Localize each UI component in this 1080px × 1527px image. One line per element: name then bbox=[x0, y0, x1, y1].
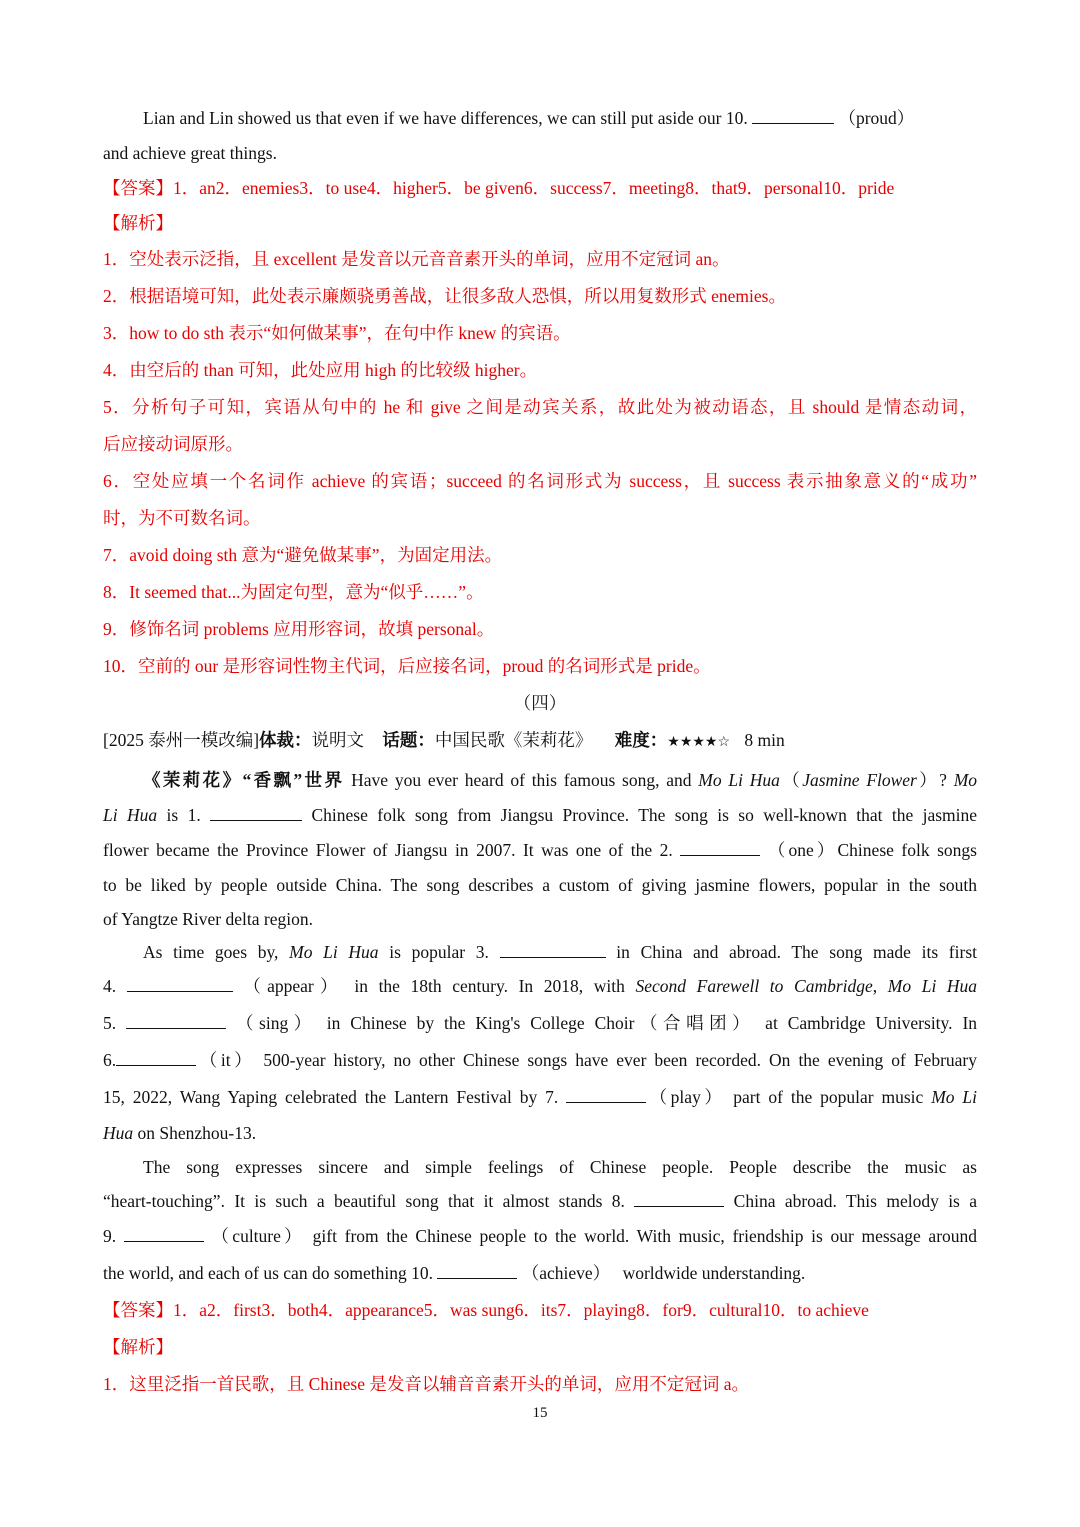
passage-text: 4. bbox=[103, 976, 117, 996]
passage-line bbox=[103, 1254, 977, 1292]
passage-line bbox=[103, 136, 977, 171]
passage-text: in Chinese by the King's College Choir（合唱团） bbox=[326, 1013, 756, 1033]
passage-text: The song expresses sincere and simple feelings of Chinese people. People describe the music as bbox=[143, 1157, 977, 1177]
analysis-item: 1．这里泛指一首民歌，且 Chinese 是发音以辅音音素开头的单词，应用不定冠词 a。 bbox=[103, 1374, 750, 1394]
passage-text: 15, 2022, Wang Yaping celebrated the Lantern Festival by 7. bbox=[103, 1087, 559, 1107]
passage-text: （one）Chinese folk songs bbox=[767, 840, 977, 860]
analysis-item: 1．空处表示泛指，且 excellent 是发音以元音音素开头的单词，应用不定冠词 an。 bbox=[103, 249, 730, 269]
passage-italic: Mo Li bbox=[931, 1087, 978, 1107]
analysis-label: 【解析】 bbox=[103, 1337, 173, 1357]
passage-italic: Li Hua bbox=[103, 805, 158, 825]
meta-topic-label: 话题： bbox=[382, 730, 435, 750]
fill-blank bbox=[116, 1064, 196, 1066]
fill-blank bbox=[680, 854, 760, 856]
passage-line bbox=[103, 1079, 977, 1116]
passage-italic: Mo Li Hua bbox=[289, 942, 379, 962]
analysis-item: 7．avoid doing sth 意为“避免做某事”，为固定用法。 bbox=[103, 545, 503, 565]
passage-text: （it） bbox=[196, 1050, 256, 1070]
passage-italic: Second Farewell to Cambridge bbox=[635, 976, 873, 996]
passage-text: ）? bbox=[916, 770, 947, 790]
passage-italic: Mo Li Hua bbox=[698, 770, 780, 790]
passage-text: and achieve great things. bbox=[103, 143, 277, 163]
fill-blank bbox=[752, 122, 834, 124]
meta-genre-label: 体裁： bbox=[259, 730, 312, 750]
passage-line bbox=[103, 1004, 977, 1042]
passage-text: （play） bbox=[646, 1087, 726, 1107]
passage-line bbox=[103, 868, 977, 902]
passage-italic: Mo bbox=[953, 770, 978, 790]
passage-line bbox=[103, 1151, 977, 1184]
passage-text: Have you ever heard of this famous song, and bbox=[351, 770, 692, 790]
meta-genre: 说明文 bbox=[311, 730, 365, 750]
page-number: 15 bbox=[532, 1405, 548, 1421]
answer-text: 1．an2．enemies3．to use4．higher5．be given6．success7．meeting8．that9．personal10．pride bbox=[173, 178, 895, 198]
passage-text: worldwide understanding. bbox=[622, 1263, 806, 1283]
meta-time: 8 min bbox=[744, 730, 785, 750]
fill-blank bbox=[437, 1277, 517, 1279]
answer-label: 【答案】 bbox=[103, 1300, 173, 1320]
word-hint: （proud） bbox=[838, 108, 915, 128]
meta-source: [2025 泰州一模改编] bbox=[103, 730, 260, 750]
passage-line bbox=[103, 969, 977, 1004]
passage-italic: Hua bbox=[103, 1123, 134, 1143]
passage-text: gift from the Chinese people to the world. With music, friendship is our message around bbox=[312, 1226, 978, 1246]
section-meta bbox=[103, 721, 977, 762]
passage-line bbox=[103, 1042, 977, 1079]
analysis-item: 10．空前的 our 是形容词性物主代词，后应接名词，proud 的名词形式是 pride。 bbox=[103, 656, 711, 676]
analysis-item: 5．分析句子可知，宾语从句中的 he 和 give 之间是动宾关系，故此处为被动语态，且 should 是情态动词， bbox=[103, 397, 977, 417]
passage-text: at Cambridge University. In bbox=[765, 1013, 978, 1033]
passage-text: 500-year history, no other Chinese songs have ever been recorded. On the evening of February bbox=[263, 1050, 977, 1070]
passage-line bbox=[103, 101, 977, 136]
analysis-item: 9．修饰名词 problems 应用形容词，故填 personal。 bbox=[103, 619, 495, 639]
fill-blank bbox=[127, 990, 233, 992]
passage-text: on Shenzhou-13. bbox=[137, 1123, 257, 1143]
passage-text: part of the popular music bbox=[733, 1087, 924, 1107]
section-heading: （四） bbox=[513, 693, 567, 713]
passage-text: （ bbox=[779, 770, 803, 790]
passage-text: China abroad. This melody is a bbox=[733, 1191, 978, 1211]
passage-text: to be liked by people outside China. The song describes a custom of giving jasmine flowers, popular in the south bbox=[103, 875, 977, 895]
passage-italic: Mo Li Hua bbox=[887, 976, 978, 996]
passage-text: in China and abroad. The song made its first bbox=[616, 942, 977, 962]
fill-blank bbox=[566, 1101, 646, 1103]
analysis-item-cont: 时，为不可数名词。 bbox=[103, 508, 261, 528]
passage-line bbox=[103, 1184, 977, 1218]
passage-text: （appear） bbox=[243, 976, 344, 996]
passage-line bbox=[103, 762, 977, 798]
passage-text: of Yangtze River delta region. bbox=[103, 909, 313, 929]
analysis-item: 3．how to do sth 表示“如何做某事”，在句中作 knew 的宾语。 bbox=[103, 323, 571, 343]
passage-text: flower became the Province Flower of Jiangsu in 2007. It was one of the 2. bbox=[103, 840, 673, 860]
meta-topic: 中国民歌《茉莉花》 bbox=[434, 730, 593, 750]
analysis-item: 4．由空后的 than 可知，此处应用 high 的比较级 higher。 bbox=[103, 360, 538, 380]
passage-text: the world, and each of us can do something 10. bbox=[103, 1263, 433, 1283]
passage-line bbox=[103, 902, 977, 936]
passage-text: is popular 3. bbox=[389, 942, 489, 962]
passage-text: （sing） bbox=[236, 1013, 317, 1033]
passage-line bbox=[103, 1116, 977, 1151]
passage-text: （achieve） bbox=[521, 1263, 611, 1283]
fill-blank bbox=[500, 956, 606, 958]
difficulty-stars: ★★★★☆ bbox=[667, 735, 731, 750]
fill-blank bbox=[634, 1205, 724, 1207]
analysis-item: 8．It seemed that...为固定句型，意为“似乎……”。 bbox=[103, 582, 484, 602]
meta-difficulty-label: 难度： bbox=[614, 730, 668, 750]
answer-text: 1．a2．first3．both4．appearance5．was sung6．its7．playing8．for9．cultural10．to achieve bbox=[173, 1300, 869, 1320]
passage-text: in the 18th century. In 2018, with bbox=[354, 976, 625, 996]
passage-italic: Jasmine Flower bbox=[802, 770, 917, 790]
passage-line bbox=[103, 1218, 977, 1254]
passage-line bbox=[103, 833, 977, 868]
analysis-item: 6．空处应填一个名词作 achieve 的宾语；succeed 的名词形式为 success，且 success 表示抽象意义的“成功” bbox=[103, 471, 977, 491]
passage-text: 5. bbox=[103, 1013, 117, 1033]
passage-text: “heart-touching”. It is such a beautiful song that it almost stands 8. bbox=[103, 1191, 625, 1211]
passage-title: 《茉莉花》“香飘”世界 bbox=[143, 770, 345, 790]
analysis-item: 2．根据语境可知，此处表示廉颇骁勇善战，让很多敌人恐惧，所以用复数形式 enemies。 bbox=[103, 286, 786, 306]
passage-line bbox=[103, 798, 977, 833]
passage-text: , bbox=[872, 976, 878, 996]
passage-text: As time goes by, bbox=[143, 942, 279, 962]
passage-line bbox=[103, 936, 977, 969]
passage-text: Chinese folk song from Jiangsu Province. The song is so well-known that the jasmine bbox=[311, 805, 978, 825]
fill-blank bbox=[210, 819, 302, 821]
answer-label: 【答案】 bbox=[103, 178, 173, 198]
analysis-label: 【解析】 bbox=[103, 213, 173, 233]
passage-text: 6. bbox=[103, 1050, 117, 1070]
passage-text: （culture） bbox=[211, 1226, 305, 1246]
answer-line bbox=[103, 171, 977, 206]
page-content bbox=[103, 101, 977, 1403]
passage-text: is 1. bbox=[166, 805, 201, 825]
answer-line bbox=[103, 1292, 977, 1329]
fill-blank bbox=[124, 1240, 204, 1242]
fill-blank bbox=[126, 1027, 226, 1029]
passage-text: Lian and Lin showed us that even if we have differences, we can still put aside our 10. bbox=[143, 108, 748, 128]
passage-text: 9. bbox=[103, 1226, 117, 1246]
analysis-item-cont: 后应接动词原形。 bbox=[103, 434, 243, 454]
